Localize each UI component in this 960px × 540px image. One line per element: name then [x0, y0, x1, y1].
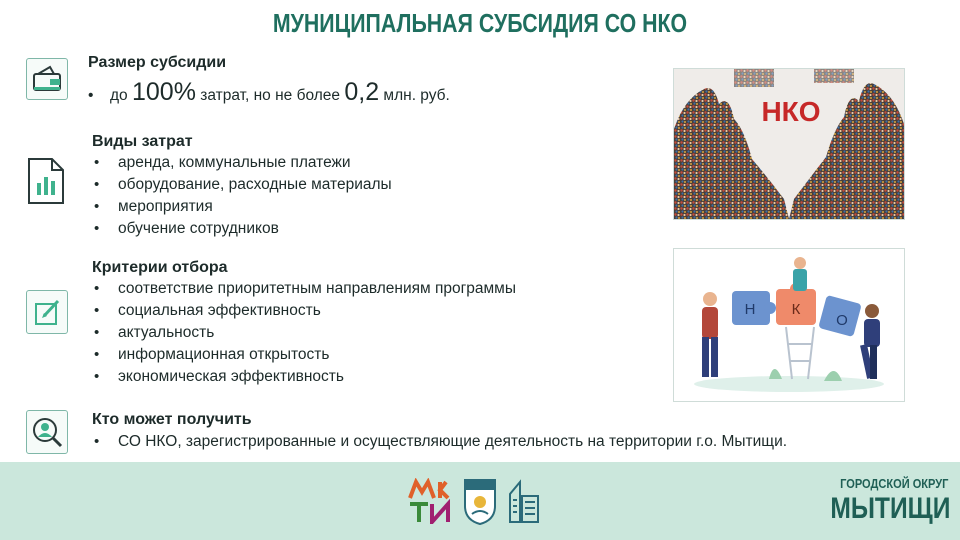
size-percent: 100%: [131, 78, 196, 106]
brand-region: ГОРОДСКОЙ ОКРУГ: [839, 476, 948, 491]
list-item: • аренда, коммунальные платежи: [92, 152, 392, 174]
who-list: [92, 431, 787, 453]
costs-list: [92, 152, 392, 240]
size-heading: Размер субсидии: [88, 54, 227, 71]
wallet-icon: [26, 58, 68, 100]
list-item: • СО НКО, зарегистрированные и осуществляющие деятельность на территории г.о. Мытищи.: [92, 431, 787, 453]
user-search-icon: [26, 410, 68, 454]
criteria-list: [92, 278, 516, 388]
list-item: • мероприятия: [92, 196, 392, 218]
size-prefix: до: [110, 87, 132, 104]
crowd-label: НКО: [761, 96, 821, 127]
list-item: • информационная открытость: [92, 344, 516, 366]
list-item: • социальная эффективность: [92, 300, 516, 322]
edit-icon: [26, 290, 68, 334]
list-item: • обучение сотрудников: [92, 218, 392, 240]
list-item: • оборудование, расходные материалы: [92, 174, 392, 196]
coat-of-arms-icon: [462, 476, 498, 526]
crowd-hands-image: [673, 68, 905, 220]
criteria-heading: Критерии отбора: [92, 259, 228, 276]
logo-icon: [408, 478, 452, 524]
size-middle: затрат, но не более: [195, 87, 345, 104]
chart-document-icon: [26, 157, 64, 203]
puzzle-illustration: [673, 248, 905, 402]
brand-city: МЫТИЩИ: [829, 492, 950, 525]
size-suffix: млн. руб.: [379, 87, 450, 104]
list-item: • экономическая эффективность: [92, 366, 516, 388]
puzzle-letter-o: О: [836, 312, 848, 329]
size-line: • до 100% затрат, но не более 0,2 млн. руб.: [88, 78, 450, 106]
costs-heading: Виды затрат: [92, 133, 193, 150]
puzzle-letter-k: К: [791, 301, 801, 318]
who-heading: Кто может получить: [92, 411, 252, 428]
list-item: • актуальность: [92, 322, 516, 344]
puzzle-letter-n: Н: [744, 301, 756, 318]
size-amount: 0,2: [344, 78, 380, 106]
list-item: • соответствие приоритетным направлениям программы: [92, 278, 516, 300]
page-title: МУНИЦИПАЛЬНАЯ СУБСИДИЯ СО НКО: [272, 8, 688, 38]
buildings-icon: [506, 478, 542, 524]
